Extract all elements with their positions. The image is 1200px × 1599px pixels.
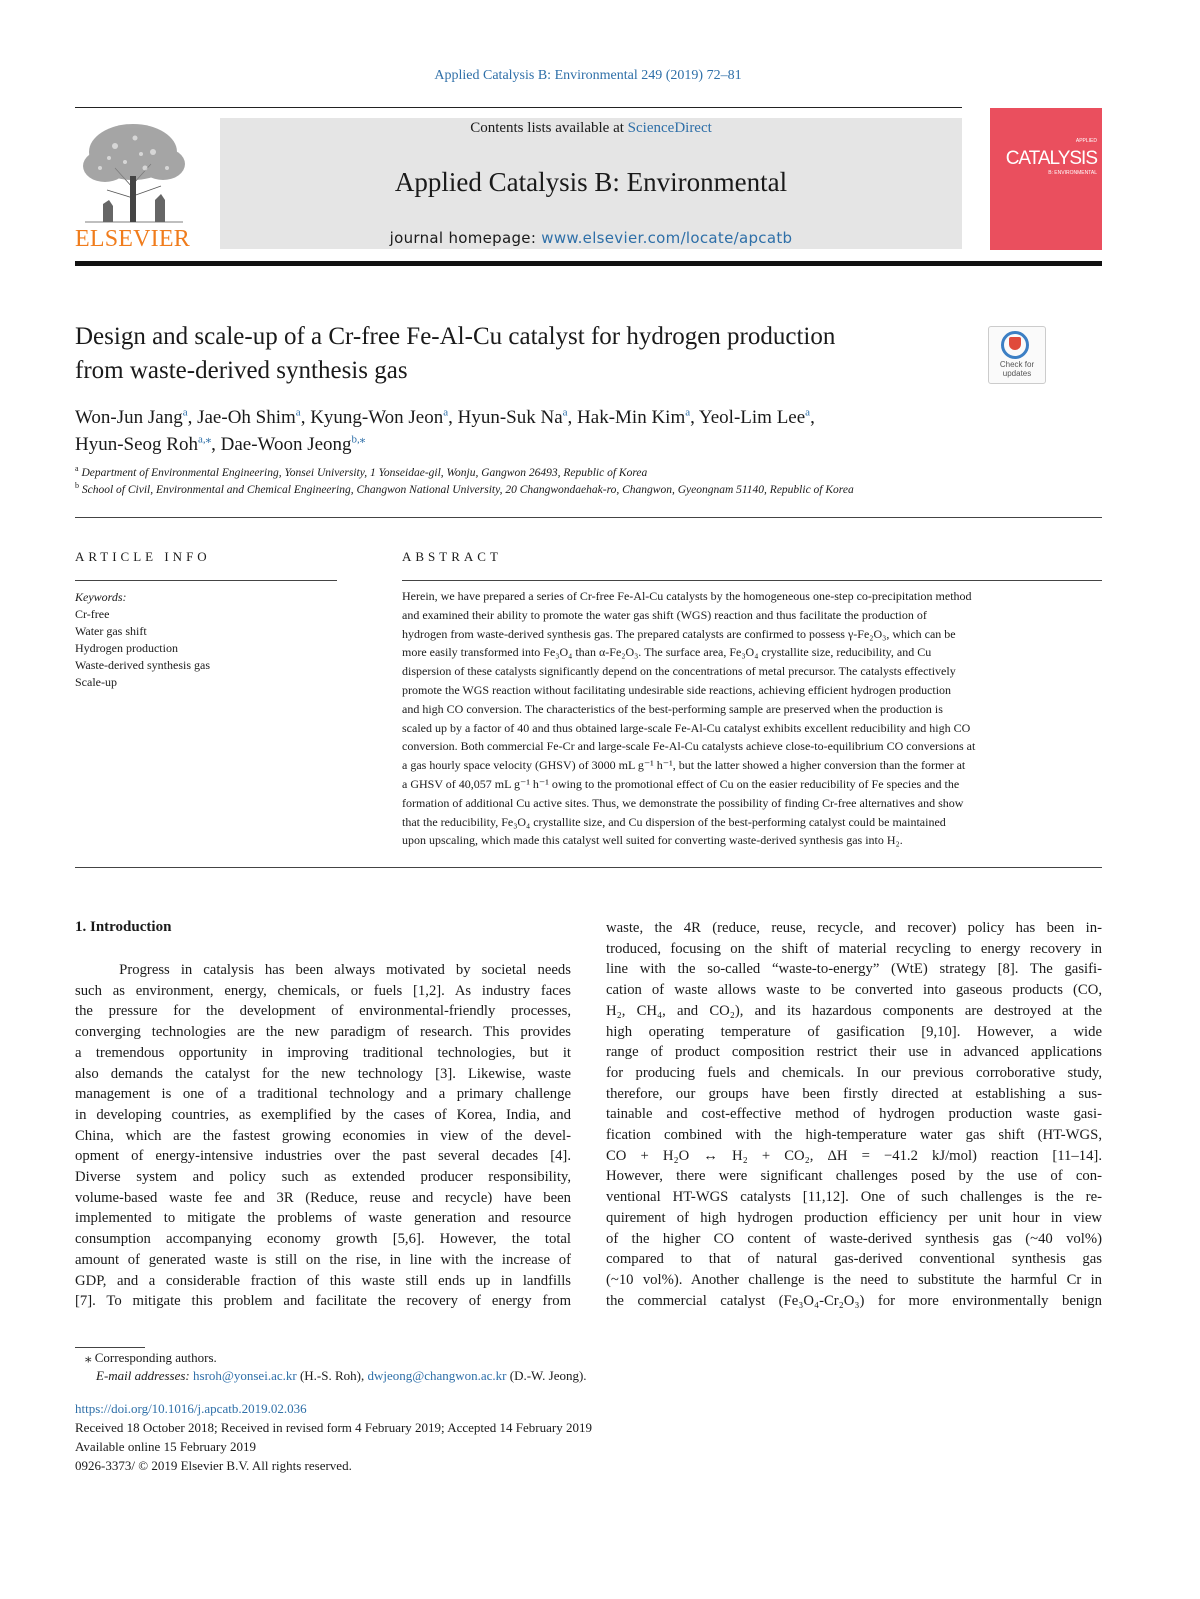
elsevier-wordmark: ELSEVIER <box>75 226 190 252</box>
body-text-line: high operating temperature of gasification [9,10]. However, a wide <box>606 1023 1102 1040</box>
header-rule <box>75 107 962 108</box>
author-affiliation-mark[interactable]: a <box>562 406 568 419</box>
body-text-line: H₂, CH₄, and CO₂), and its hazardous components are destroyed at the <box>606 1002 1102 1019</box>
author-name: Jae-Oh Shim <box>197 407 296 428</box>
body-text-line: implemented to mitigate the problems of waste generation and resource <box>75 1210 571 1227</box>
keyword-item: Water gas shift <box>75 624 147 638</box>
body-text-line: volume-based waste fee and 3R (Reduce, reuse and recycle) have been <box>75 1189 571 1206</box>
body-text-line: amount of generated waste is still on the rise, in line with the increase of <box>75 1251 571 1268</box>
author-affiliation-mark[interactable]: a,⁎ <box>197 433 212 446</box>
email-addresses: E-mail addresses: hsroh@yonsei.ac.kr (H.-S. Roh), dwjeong@changwon.ac.kr (D.-W. Jeong). <box>96 1368 587 1383</box>
body-text-line: CO + H₂O ↔ H₂ + CO₂, ΔH = −41.2 kJ/mol) reaction [11–14]. <box>606 1147 1102 1164</box>
cover-title: CATALYSIS <box>1005 148 1097 169</box>
body-text-line: consumption accompanying economy growth [5,6]. However, the total <box>75 1231 571 1248</box>
abstract-end-rule <box>75 867 1102 868</box>
body-text-line: [7]. To mitigate this problem and facilitate the recovery of energy from <box>75 1293 571 1310</box>
email-link-jeong[interactable]: dwjeong@changwon.ac.kr <box>367 1368 507 1383</box>
body-text-line: management is one of a traditional technology and a primary challenge <box>75 1086 571 1103</box>
body-text-line: of the higher CO content of waste-derived synthesis gas (~40 vol%) <box>606 1230 1102 1247</box>
keyword-item: Waste-derived synthesis gas <box>75 658 210 672</box>
abstract-heading: ABSTRACT <box>402 549 502 564</box>
journal-reference[interactable]: Applied Catalysis B: Environmental 249 (2019) 72–81 <box>434 68 742 83</box>
abstract-line: a GHSV of 40,057 mL g⁻¹ h⁻¹ owing to the promotional effect of Cu on the easier reducibility of Fe species and the <box>402 776 960 791</box>
journal-cover-thumbnail[interactable] <box>990 108 1102 250</box>
author-name: Hak-Min Kim <box>577 407 686 428</box>
email-link-roh[interactable]: hsroh@yonsei.ac.kr <box>193 1368 297 1383</box>
body-text-line: quirement of high hydrogen production efficiency per unit hour in view <box>606 1209 1102 1226</box>
abstract-line: upon upscaling, which made this catalyst well suited for converting waste-derived synthesis gas into H₂. <box>402 833 903 848</box>
check-updates-label: Check for updates <box>999 360 1035 378</box>
keyword-item: Scale-up <box>75 675 117 689</box>
author-affiliation-mark[interactable]: a <box>805 406 811 419</box>
body-text-line: Progress in catalysis has been always motivated by societal needs <box>75 962 571 978</box>
body-text-line: range of product composition restrict their use in advanced applications <box>606 1044 1102 1061</box>
body-text-line: converging technologies are the new paradigm of research. This provides <box>75 1024 571 1041</box>
journal-homepage: journal homepage: www.elsevier.com/locate/apcatb <box>389 229 793 247</box>
body-text-line: line with the so-called “waste-to-energy” (WtE) strategy [8]. The gasifi- <box>606 961 1102 978</box>
body-text-line: waste, the 4R (reduce, reuse, recycle, and recover) policy has been in- <box>606 920 1102 936</box>
footnote-rule <box>75 1347 145 1348</box>
corresponding-authors-note: ⁎ Corresponding authors. <box>85 1350 217 1365</box>
body-text-line: in developing countries, as exemplified by the cases of Korea, India, and <box>75 1106 571 1123</box>
author-name: Won-Jun Jang <box>75 407 183 428</box>
body-text-line: for producing fuels and chemicals. In our previous corroborative study, <box>606 1064 1102 1081</box>
article-info-rule <box>75 580 337 581</box>
abstract-text <box>402 587 1102 850</box>
body-text-line: therefore, our groups have been firstly directed at establishing a sus- <box>606 1085 1102 1102</box>
contents-available: Contents lists available at ScienceDirect <box>470 120 712 136</box>
keywords-label: Keywords: <box>75 590 127 604</box>
body-text-line: a tremendous opportunity in improving traditional technologies, but it <box>75 1044 571 1061</box>
abstract-line: a gas hourly space velocity (GHSV) of 3000 mL g⁻¹ h⁻¹, but the latter showed a higher conversion than the former at <box>402 758 966 773</box>
author-affiliation-mark[interactable]: a <box>443 406 449 419</box>
copyright: 0926-3373/ © 2019 Elsevier B.V. All rights reserved. <box>75 1458 352 1473</box>
introduction-heading: 1. Introduction <box>75 919 172 935</box>
author-name: Hyun-Seog Roh <box>75 434 198 455</box>
intro-left-column <box>75 960 571 1312</box>
abstract-line: and high CO conversion. The characteristics of the best-performing sample are preserved when the production is <box>402 701 943 716</box>
article-title: Design and scale-up of a Cr-free Fe-Al-Cu catalyst for hydrogen production from waste-derived synthesis gas <box>75 323 836 384</box>
author-affiliation-mark[interactable]: b,⁎ <box>351 433 366 446</box>
author-affiliation-mark[interactable]: a <box>182 406 188 419</box>
body-text-line: tainable and cost-effective method of hydrogen production waste gasi- <box>606 1106 1102 1123</box>
body-text-line: the pressure for the development of environmental-friendly processes, <box>75 1003 571 1020</box>
received-dates: Received 18 October 2018; Received in revised form 4 February 2019; Accepted 14 February 2019 <box>75 1420 592 1435</box>
affiliation-a: $^a$ Department of Environmental Engineering, Yonsei University, 1 Yonseidae-gil, Wonju, Gangwon 26493, Republic of Korea <box>75 464 648 479</box>
author-name: Hyun-Suk Na <box>457 407 563 428</box>
abstract-line: Herein, we have prepared a series of Cr-free Fe-Al-Cu catalysts by the homogeneous one-step co-precipitation method <box>402 589 972 603</box>
cover-subtitle: B: ENVIRONMENTAL <box>1048 170 1097 176</box>
affiliation-b: $^b$ School of Civil, Environmental and Chemical Engineering, Changwon National University, 20 Changwondaehak-ro, Changwon, Gyeongnam 51140, Republic of Korea <box>75 481 854 496</box>
section-rule <box>75 517 1102 518</box>
body-text-line: also demands the catalyst for the new technology [3]. Likewise, waste <box>75 1065 571 1082</box>
abstract-line: promote the WGS reaction without facilitating undesirable side reactions, achieving efficient hydrogen production <box>402 682 952 697</box>
body-text-line: fication combined with the high-temperature water gas shift (HT-WGS, <box>606 1127 1102 1144</box>
keyword-item: Hydrogen production <box>75 641 178 655</box>
header-thick-rule <box>75 261 1102 266</box>
abstract-line: formation of additional Cu active sites. Thus, we demonstrate the possibility of finding Cr-free alternatives and show <box>402 795 964 810</box>
available-online: Available online 15 February 2019 <box>75 1439 256 1454</box>
body-text-line: troduced, focusing on the shift of material recycling to energy recovery in <box>606 940 1102 957</box>
abstract-line: more easily transformed into Fe₃O₄ than α-Fe₂O₃. The surface area, Fe₃O₄ crystallite size, reducibility, and Cu <box>402 645 932 660</box>
author-name: Kyung-Won Jeon <box>310 407 444 428</box>
body-text-line: cation of waste allows waste to be converted into gaseous products (CO, <box>606 982 1102 999</box>
body-text-line: (~10 vol%). Another challenge is the need to substitute the harmful Cr in <box>606 1271 1102 1288</box>
sciencedirect-link[interactable]: ScienceDirect <box>627 120 712 136</box>
cover-top-text: APPLIED <box>1075 138 1097 144</box>
journal-name: Applied Catalysis B: Environmental <box>394 167 788 197</box>
author-affiliation-mark[interactable]: a <box>295 406 301 419</box>
abstract-line: scaled up by a factor of 40 and thus obtained large-scale Fe-Al-Cu catalyst exhibits excellent reducibility and high CO <box>402 720 971 735</box>
intro-right-column <box>606 918 1102 1311</box>
body-text-line: China, which are the fastest growing economies in view of the devel- <box>75 1127 571 1144</box>
abstract-line: conversion. Both commercial Fe-Cr and large-scale Fe-Al-Cu catalysts achieve close-to-equilibrium CO conversions at <box>402 739 976 754</box>
keyword-item: Cr-free <box>75 607 110 621</box>
abstract-rule <box>402 580 1102 581</box>
abstract-line: and examined their ability to promote the water gas shift (WGS) reaction and thus facilitate the production of <box>402 607 927 622</box>
abstract-line: that the reducibility, Fe₃O₄ crystallite size, and Cu dispersion of the best-performing catalyst could be maintained <box>402 814 946 829</box>
body-text-line: However, there were significant challenges posed by the use of con- <box>606 1168 1102 1185</box>
author-affiliation-mark[interactable]: a <box>685 406 691 419</box>
doi-link[interactable]: https://doi.org/10.1016/j.apcatb.2019.02.036 <box>75 1401 307 1416</box>
body-text-line: the commercial catalyst (Fe₃O₄-Cr₂O₃) for more environmentally benign <box>606 1292 1102 1309</box>
abstract-line: hydrogen from waste-derived synthesis gas. The prepared catalysts are confirmed to possess γ-Fe₂O₃, which can be <box>402 626 956 641</box>
body-text-line: such as environment, energy, chemicals, or fuels [1,2]. As industry faces <box>75 982 571 999</box>
body-text-line: opment of energy-intensive industries over the past several decades [4]. <box>75 1148 571 1165</box>
author-list: Won-Jun Jang$^a$, Jae-Oh Shim$^a$, Kyung-Won Jeon$^a$, Hyun-Suk Na$^a$, Hak-Min Kim$^a$, Yeol-Lim Lee$^a$, Hyun-Seog Roh$^{a,⁎}$, Dae-Woon Jeong$^{b,⁎}$ <box>75 406 815 455</box>
abstract-line: dispersion of these catalysts significantly depend on the concentrations of metal precursor. The catalysts effectively <box>402 664 956 679</box>
body-text-line: Diverse system and policy such as extended producer responsibility, <box>75 1169 571 1186</box>
author-name: Dae-Woon Jeong <box>220 434 352 455</box>
body-text-line: ventional HT-WGS catalysts [11,12]. One of such challenges is the re- <box>606 1189 1102 1206</box>
body-text-line: compared to that of natural gas-derived conventional synthesis gas <box>606 1251 1102 1268</box>
bookmark-icon <box>1009 337 1021 350</box>
author-name: Yeol-Lim Lee <box>698 407 806 428</box>
homepage-link[interactable]: www.elsevier.com/locate/apcatb <box>541 229 793 247</box>
body-text-line: GDP, and a considerable fraction of this waste still ends up in landfills <box>75 1272 571 1289</box>
article-info-heading: ARTICLE INFO <box>75 549 211 564</box>
